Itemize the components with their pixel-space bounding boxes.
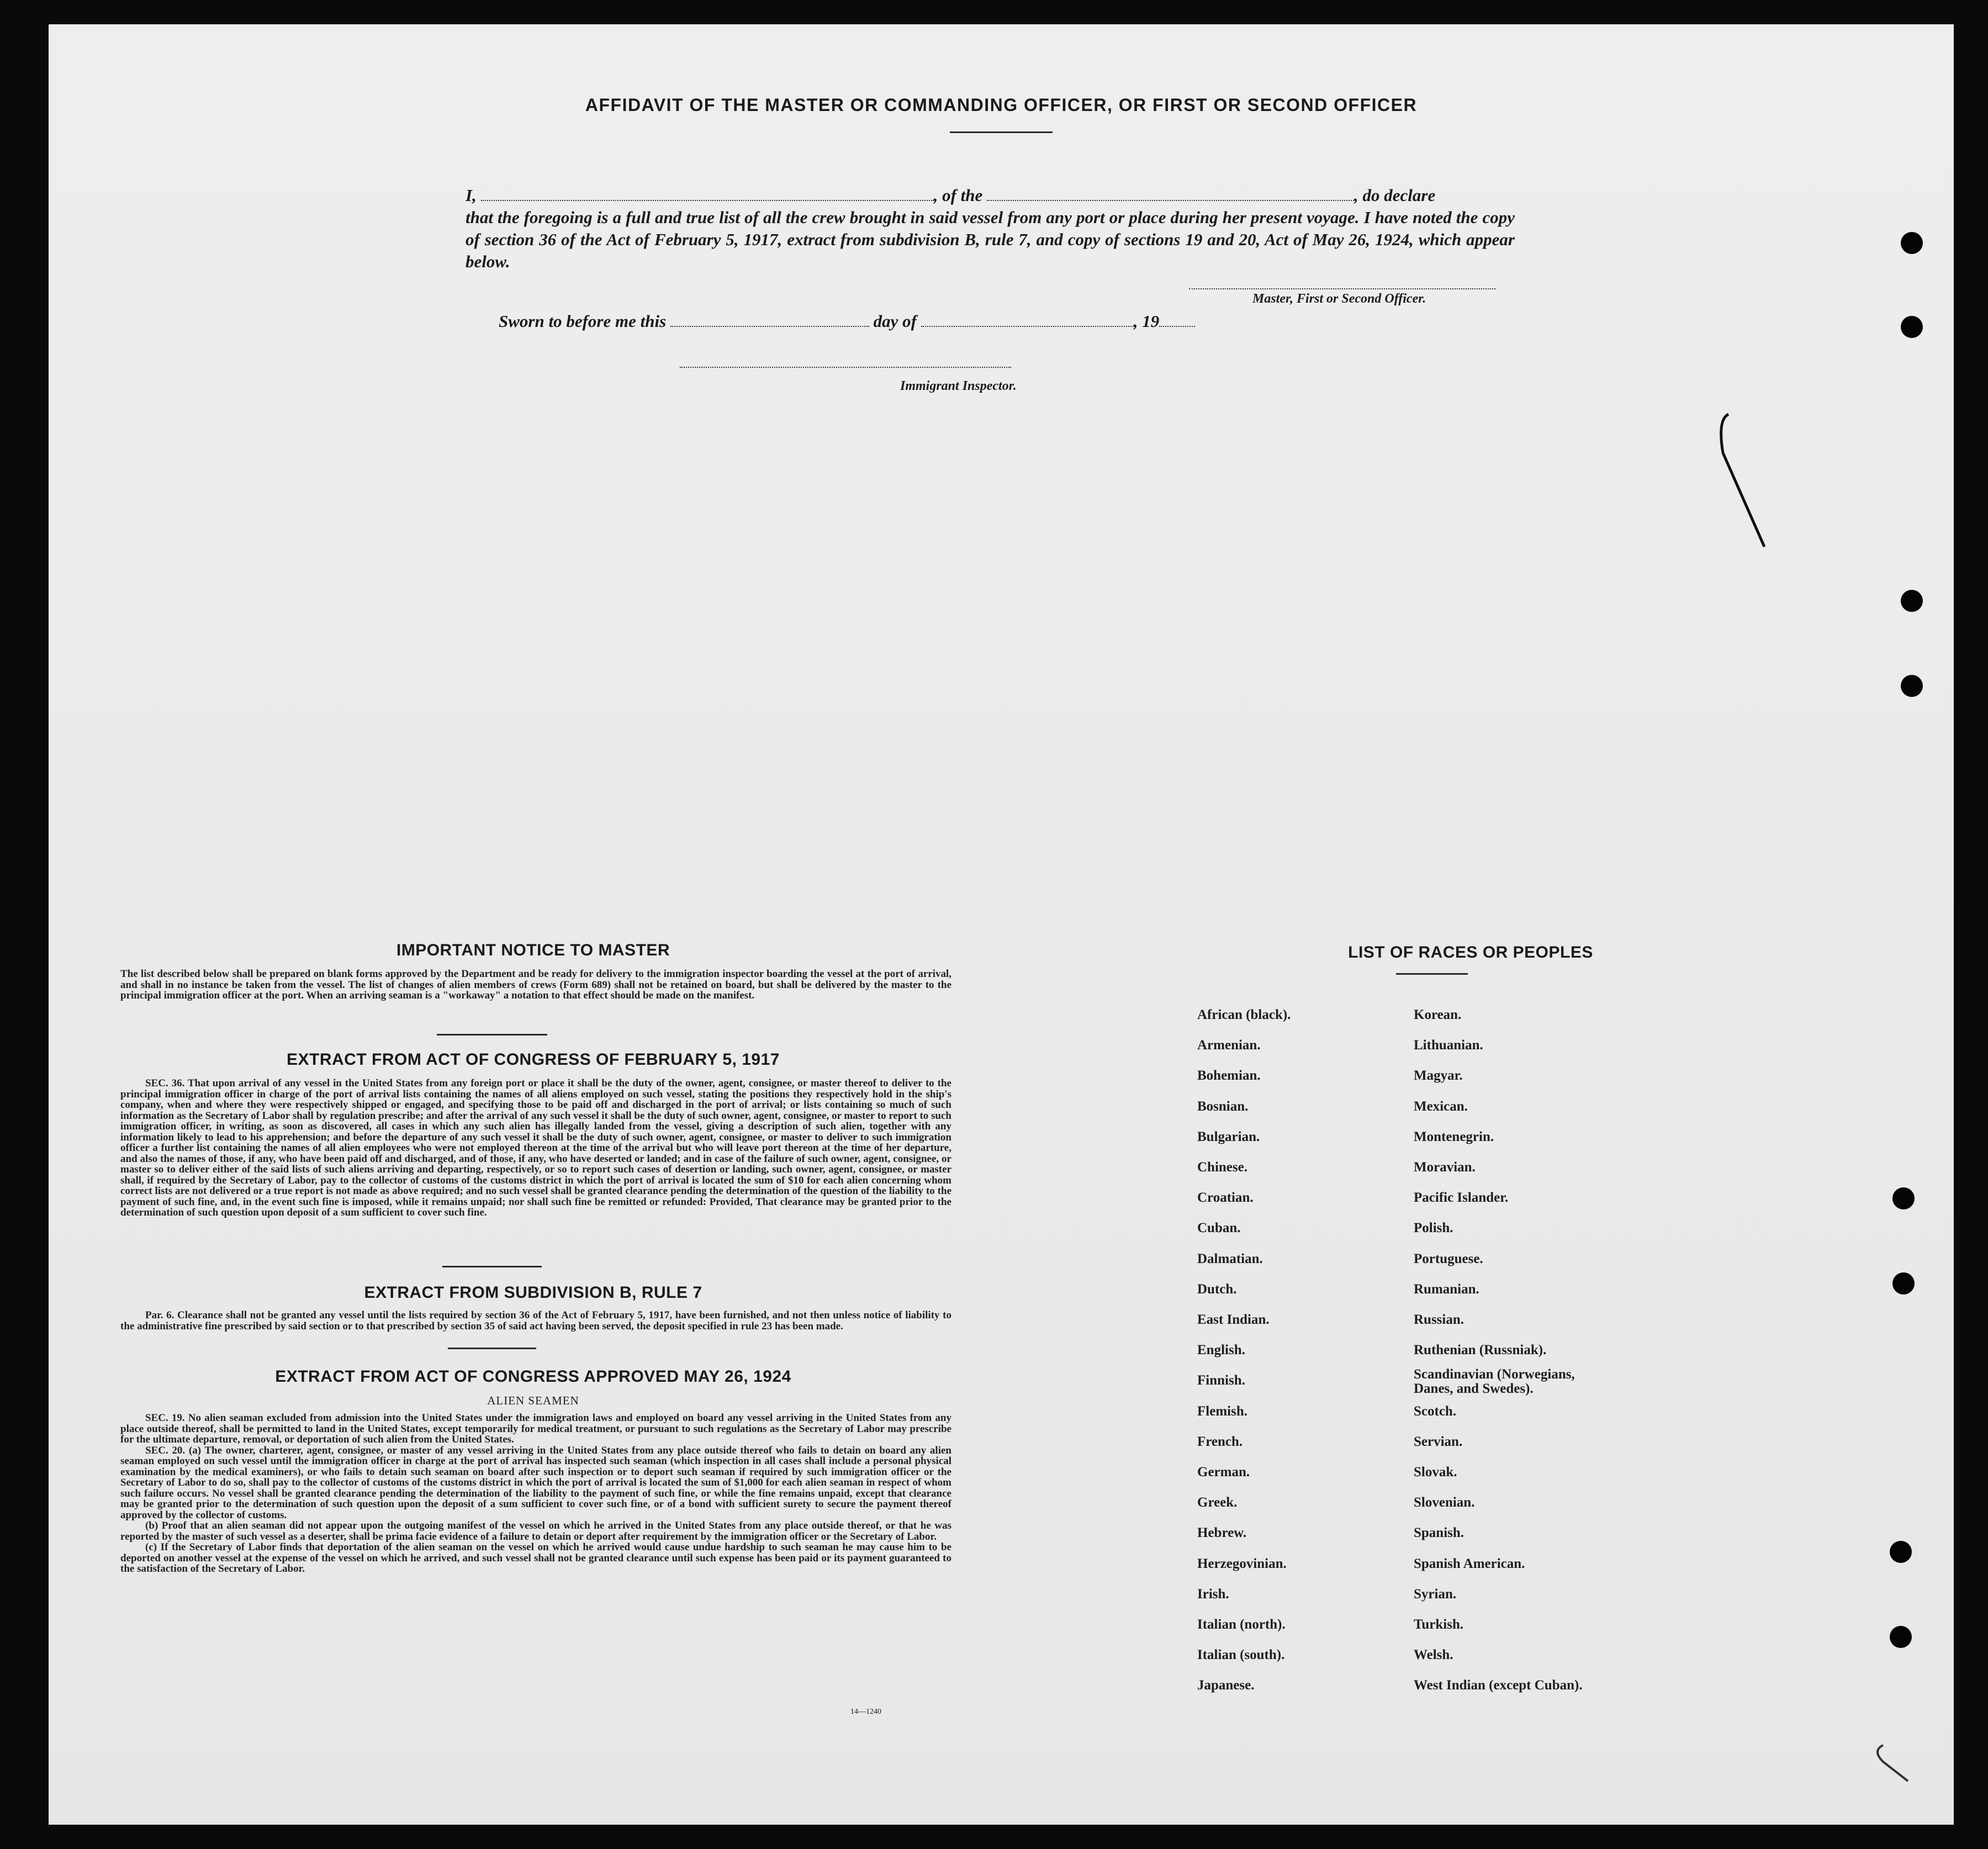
extract-1917-title: EXTRACT FROM ACT OF CONGRESS OF FEBRUARY 5, 1917 [287, 1050, 780, 1069]
sec-19: SEC. 19. No alien seaman excluded from admission into the United States under the immigration laws and employed on board any vessel arriving in the United States from any place outside thereof, shall be permitted to land in the United States, except temporarily for medical treatment, or pursuant to such regulations as the Secretary of Labor may prescribe for the ultimate departure, removal, or deportation of such alien from the United States. [120, 1412, 951, 1445]
sworn-month-blank[interactable] [921, 316, 1134, 327]
race-item: Polish. [1414, 1221, 1453, 1236]
pencil-mark [1712, 387, 1822, 552]
extract-1924-title: EXTRACT FROM ACT OF CONGRESS APPROVED MAY 26, 1924 [275, 1367, 791, 1386]
race-item: Mexican. [1414, 1098, 1468, 1114]
extract-rule7-text: Par. 6. Clearance shall not be granted any vessel until the lists required by section 36 of the Act of February 5, 1917, have been furnished, and not then unless notice of liability to the administrative fine prescribed by said section or to that prescribed by section 35 of said act having been served, the deposit specified in rule 23 has been made. [120, 1309, 951, 1332]
race-item: Russian. [1414, 1312, 1464, 1327]
of-the-label: , of the [933, 186, 983, 205]
race-item: Armenian. [1197, 1038, 1261, 1053]
races-title-rule [1396, 973, 1468, 975]
race-item: French. [1197, 1434, 1243, 1449]
race-item: Moravian. [1414, 1160, 1476, 1175]
race-item: Hebrew. [1197, 1525, 1247, 1541]
binder-hole [1892, 1187, 1915, 1209]
alien-seamen-subtitle: ALIEN SEAMEN [487, 1394, 579, 1407]
race-item: Chinese. [1197, 1160, 1247, 1175]
race-item: Slovak. [1414, 1465, 1457, 1480]
binder-hole [1901, 316, 1923, 338]
extract-1917-text: SEC. 36. That upon arrival of any vessel in the United States from any foreign port or place it shall be the duty of the owner, agent, consignee, or master thereof to deliver to the principal immigration officer in charge of the port of arrival lists containing the names of all aliens employed on such vessel, stating the positions they respectively hold in the ship's company, when and where they were respectively shipped or engaged, and specifying those to be paid off and discharged in the port of arrival; or lists containing so much of such information as the Secretary of Labor shall by regulation prescribe; and after the arrival of any such vessel it shall be the duty of such owner, agent, consignee, or master to report to such immigration officer, in writing, as soon as discovered, all cases in which any such alien has illegally landed from the vessel, giving a description of such alien, together with any information likely to lead to his apprehension; and before the departure of any such vessel it shall be the duty of such owner, agent, consignee, or master to deliver to such immigration officer a further list containing the names of all alien employees who were not employed thereon at the time of the arrival but who will leave port thereon at the time of her departure, and also the names of those, if any, who have been paid off and discharged, and of those, if any, who have deserted or landed; and in case of the failure of such owner, agent, consignee, or master so to deliver either of the said lists of such aliens arriving and departing, respectively, or so to report such cases of desertion or landing, such owner, agent, consignee, or master shall, if required by the Secretary of Labor, pay to the collector of customs of the customs district in which the port of arrival is located the sum of $10 for each alien concerning whom correct lists are not delivered or a true report is not made as above required; and no such vessel shall be granted clearance pending the determination of the question of the liability to the payment of such fine, and, in the event such fine is imposed, while it remains unpaid; nor shall such fine be remitted or refunded: Provided, That clearance may be granted prior to the determination of such question upon deposit of a sum sufficient to cover such fine. [120, 1077, 951, 1218]
binder-hole [1890, 1541, 1912, 1563]
pencil-mark [1867, 1729, 1927, 1789]
race-item: Montenegrin. [1414, 1129, 1494, 1144]
sworn-label: Sworn to before me this [499, 311, 667, 331]
race-item: Lithuanian. [1414, 1038, 1483, 1053]
notice-text: The list described below shall be prepared on blank forms approved by the Department and be ready for delivery to the immigration inspector boarding the vessel at the port of arrival, and shall in no instance be taken from the vessel. The list of changes of alien members of crews (Form 689) shall not be retained on board, but shall be delivered by the master to the principal immigration officer at the port. When an arriving seaman is a "workaway" a notation to that effect should be made on the manifest. [120, 968, 951, 1001]
affidavit-text [466, 184, 1515, 273]
race-item: Italian (south). [1197, 1647, 1285, 1663]
race-item: Ruthenian (Russniak). [1414, 1343, 1547, 1358]
race-item: Servian. [1414, 1434, 1463, 1449]
race-item: Magyar. [1414, 1068, 1463, 1084]
race-item: Pacific Islander. [1414, 1190, 1509, 1206]
binder-hole [1892, 1272, 1915, 1295]
race-item: Korean. [1414, 1007, 1462, 1022]
race-item: Scandinavian (Norwegians, Danes, and Swedes). [1414, 1367, 1575, 1397]
master-signature-line[interactable] [1189, 288, 1495, 289]
section-rule [437, 1034, 547, 1036]
race-item: Slovenian. [1414, 1495, 1475, 1510]
section-rule [448, 1348, 536, 1349]
i-label: I, [466, 186, 477, 205]
sec-20c: (c) If the Secretary of Labor finds that deportation of the alien seaman on the vessel on which he arrived would cause undue hardship to such seaman he may cause him to be deported on another vessel at the expense of the vessel on which he arrived, and such vessel shall not be granted clearance until such expense has been paid or its payment guaranteed to the satisfaction of the Secretary of Labor. [120, 1541, 951, 1575]
race-item: African (black). [1197, 1007, 1291, 1022]
title-rule [950, 131, 1053, 133]
name-blank[interactable] [481, 190, 934, 201]
day-of-label: day of [873, 311, 917, 331]
race-item: Finnish. [1197, 1373, 1245, 1388]
form-page [49, 24, 1954, 1825]
race-item: Turkish. [1414, 1617, 1464, 1632]
race-item: Scotch. [1414, 1403, 1457, 1419]
race-item: Welsh. [1414, 1647, 1453, 1663]
master-signature-label: Master, First or Second Officer. [1252, 292, 1426, 306]
sec-20a: SEC. 20. (a) The owner, charterer, agent, consignee, or master of any vessel arriving in the United States from any place outside thereof who fails to detain on board any alien seaman employed on such vessel until the immigration officer in charge at the port of arrival has inspected such seaman (which inspection in all cases shall include a personal physical examination by the medical examiners), or who fails to detain such seaman on board after such inspection or to deport such seaman if required by such immigration officer or the Secretary of Labor to do so, shall pay to the collector of customs of the customs district in which the port of arrival is located the sum of $1,000 for each alien seaman in respect of whom such failure occurs. No vessel shall be granted clearance pending the determination of the liability to the payment of such fine, or while the fine remains unpaid, except that clearance may be granted prior to the determination of such question upon the deposit of a sum sufficient to cover such fine, or of a bond with sufficient surety to secure the payment thereof approved by the collector of customs. [120, 1444, 951, 1521]
sec-20b: (b) Proof that an alien seaman did not appear upon the outgoing manifest of the vessel on which he arrived in the United States from any place outside thereof, or that he was reported by the master of such vessel as a deserter, shall be prima facie evidence of a failure to detain or deport after requirement by the immigration officer or the Secretary of Labor. [120, 1520, 951, 1542]
binder-hole [1901, 232, 1923, 254]
year-label: , 19 [1133, 311, 1160, 331]
vessel-blank[interactable] [987, 190, 1354, 201]
race-item: Bosnian. [1197, 1098, 1249, 1114]
race-item: Bohemian. [1197, 1068, 1261, 1084]
extract-1924-text [120, 1413, 951, 1575]
binder-hole [1901, 675, 1923, 697]
race-item: Spanish American. [1414, 1556, 1525, 1571]
race-item: German. [1197, 1465, 1250, 1480]
binder-hole [1901, 590, 1923, 612]
extract-rule7-title: EXTRACT FROM SUBDIVISION B, RULE 7 [364, 1283, 702, 1302]
form-number: 14—1240 [850, 1708, 881, 1716]
race-item: Irish. [1197, 1586, 1229, 1602]
sworn-line [499, 311, 1195, 331]
section-rule [442, 1266, 542, 1267]
race-item: Italian (north). [1197, 1617, 1286, 1632]
do-declare-label: , do declare [1354, 186, 1436, 205]
inspector-signature-line[interactable] [680, 367, 1011, 368]
race-item: Bulgarian. [1197, 1129, 1260, 1144]
race-item: Dutch. [1197, 1281, 1237, 1297]
races-title: LIST OF RACES OR PEOPLES [1348, 943, 1593, 962]
affidavit-declaration: that the foregoing is a full and true list of all the crew brought in said vessel from any port or place during her present voyage. I have noted the copy of section 36 of the Act of February 5, 1917, extract from subdivision B, rule 7, and copy of sections 19 and 20, Act of May 26, 1924, which appear below. [466, 208, 1515, 271]
race-item: East Indian. [1197, 1312, 1270, 1327]
sworn-year-blank[interactable] [1159, 316, 1195, 327]
race-item: English. [1197, 1343, 1245, 1358]
race-item: Spanish. [1414, 1525, 1464, 1541]
race-item: Dalmatian. [1197, 1251, 1263, 1266]
race-item: Syrian. [1414, 1586, 1457, 1602]
race-item: Greek. [1197, 1495, 1238, 1510]
race-item: West Indian (except Cuban). [1414, 1678, 1583, 1693]
sworn-day-blank[interactable] [670, 316, 869, 327]
race-item: Rumanian. [1414, 1281, 1479, 1297]
race-item: Herzegovinian. [1197, 1556, 1287, 1571]
inspector-signature-label: Immigrant Inspector. [900, 379, 1017, 393]
race-item: Cuban. [1197, 1221, 1241, 1236]
binder-hole [1890, 1626, 1912, 1648]
race-item: Japanese. [1197, 1678, 1255, 1693]
race-item: Croatian. [1197, 1190, 1254, 1206]
race-item: Flemish. [1197, 1403, 1247, 1419]
race-item: Portuguese. [1414, 1251, 1483, 1266]
notice-title: IMPORTANT NOTICE TO MASTER [396, 941, 670, 959]
affidavit-title: AFFIDAVIT OF THE MASTER OR COMMANDING OFFICER, OR FIRST OR SECOND OFFICER [585, 95, 1418, 115]
